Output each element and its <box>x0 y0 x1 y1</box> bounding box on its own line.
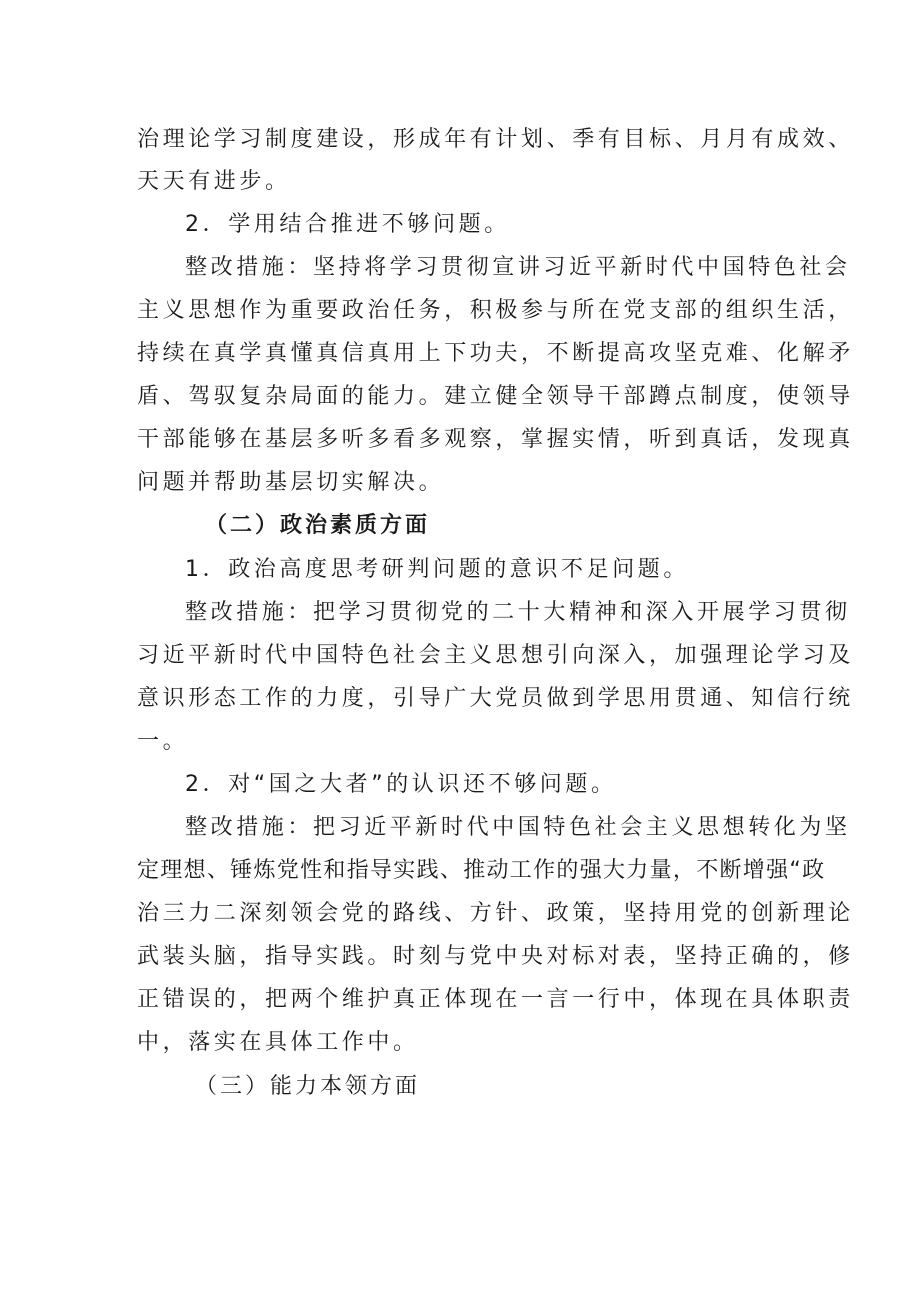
text-line: 整改措施：坚持将学习贯彻宣讲习近平新时代中国特色社会 <box>185 255 851 280</box>
text-line: 武装头脑，指导实践。时刻与党中央对标对表，坚持正确的，修 <box>137 944 854 969</box>
text-line: 正错误的，把两个维护真正体现在一言一行中，体现在具体职责 <box>137 987 854 1012</box>
item-heading: 2．学用结合推进不够问题。 <box>185 212 510 237</box>
text-line: 整改措施：把学习贯彻党的二十大精神和深入开展学习贯彻 <box>185 600 851 625</box>
section-heading: （二）政治素质方面 <box>205 513 431 538</box>
text-line: 问题并帮助基层切实解决。 <box>137 470 445 495</box>
text-line: 一。 <box>137 729 189 754</box>
text-line: 整改措施：把习近平新时代中国特色社会主义思想转化为坚 <box>185 815 851 840</box>
text-line: 天天有进步。 <box>137 169 291 194</box>
text-line: 干部能够在基层多听多看多观察，掌握实情，听到真话，发现真 <box>137 427 854 452</box>
text-line: 主义思想作为重要政治任务，积极参与所在党支部的组织生活， <box>137 298 854 323</box>
item-heading: 1．政治高度思考研判问题的意识不足问题。 <box>185 557 689 582</box>
text-line: 治理论学习制度建设，形成年有计划、季有目标、月月有成效、 <box>137 127 854 152</box>
item-heading: 2．对“国之大者”的认识还不够问题。 <box>185 772 617 797</box>
text-line: 持续在真学真懂真信真用上下功夫，不断提高攻坚克难、化解矛 <box>137 341 854 366</box>
section-heading: （三）能力本领方面 <box>195 1074 421 1099</box>
text-line: 中，落实在具体工作中。 <box>137 1030 419 1055</box>
text-line: 盾、驾驭复杂局面的能力。建立健全领导干部蹲点制度，使领导 <box>137 384 854 409</box>
text-line: 习近平新时代中国特色社会主义思想引向深入，加强理论学习及 <box>137 643 854 668</box>
text-line: 治三力二深刻领会党的路线、方针、政策，坚持用党的创新理论 <box>137 901 854 926</box>
text-line: 定理想、锤炼党性和指导实践、推动工作的强大力量，不断增强“政 <box>137 858 826 883</box>
text-line: 意识形态工作的力度，引导广大党员做到学思用贯通、知信行统 <box>137 686 854 711</box>
